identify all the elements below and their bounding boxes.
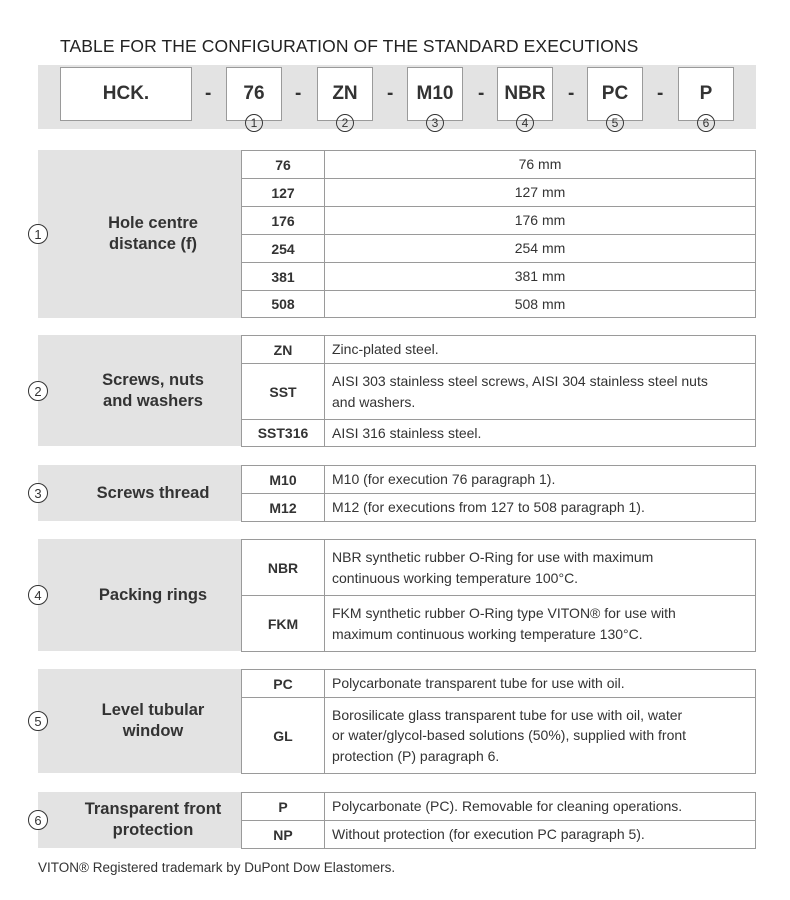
section-label: Hole centre distance (f) (108, 214, 198, 253)
table-row: FKM FKM synthetic rubber O-Ring type VITON® for use with maximum continuous working temperature 130°C. (242, 596, 756, 652)
section-number: 6 (28, 810, 48, 830)
footnote: VITON® Registered trademark by DuPont Dow Elastomers. (38, 860, 396, 875)
code-box-2: ZN (317, 67, 373, 121)
code-box-5: PC (587, 67, 643, 121)
table-row: M12 M12 (for executions from 127 to 508 paragraph 1). (242, 494, 756, 522)
code-box-1: 76 (226, 67, 282, 121)
circled-number-1: 1 (245, 114, 263, 132)
code-box-6: P (678, 67, 734, 121)
section-label: Screws, nuts and washers (102, 371, 204, 410)
table-row: SST316 AISI 316 stainless steel. (242, 420, 756, 447)
section-transparent-front-protection (34, 792, 756, 848)
separator: - (295, 83, 302, 104)
table-row: ZN Zinc-plated steel. (242, 336, 756, 364)
table-row: PC Polycarbonate transparent tube for use with oil. (242, 670, 756, 698)
options-table (241, 539, 756, 652)
separator: - (657, 83, 664, 104)
section-hole-centre-distance (34, 150, 756, 318)
circled-number-4: 4 (516, 114, 534, 132)
options-table (241, 465, 756, 522)
table-row: 127 127 mm (242, 179, 756, 207)
options-table (241, 335, 756, 447)
separator: - (568, 83, 575, 104)
circled-number-5: 5 (606, 114, 624, 132)
options-table (241, 669, 756, 774)
circled-number-3: 3 (426, 114, 444, 132)
section-level-tubular-window (34, 669, 756, 773)
section-number: 4 (28, 585, 48, 605)
circled-number-6: 6 (697, 114, 715, 132)
section-label: Transparent front protection (84, 800, 222, 839)
page-title: TABLE FOR THE CONFIGURATION OF THE STANDARD EXECUTIONS (60, 36, 639, 56)
section-label: Screws thread (96, 484, 210, 502)
table-row: NP Without protection (for execution PC paragraph 5). (242, 821, 756, 849)
separator: - (205, 83, 212, 104)
section-screws-thread (34, 465, 756, 521)
options-table (241, 150, 756, 318)
section-number: 3 (28, 483, 48, 503)
table-row: M10 M10 (for execution 76 paragraph 1). (242, 466, 756, 494)
section-label: Packing rings (98, 586, 208, 604)
table-row: 254 254 mm (242, 235, 756, 263)
table-row: 508 508 mm (242, 291, 756, 318)
table-row: SST AISI 303 stainless steel screws, AISI 304 stainless steel nuts and washers. (242, 364, 756, 420)
table-row: GL Borosilicate glass transparent tube for use with oil, water or water/glycol-based solutions (50%), supplied with front protection (P) paragraph 6. (242, 698, 756, 774)
code-configuration-bar (38, 65, 756, 129)
section-screws-nuts-washers (34, 335, 756, 446)
code-box-4: NBR (497, 67, 553, 121)
section-packing-rings (34, 539, 756, 651)
table-row: 76 76 mm (242, 151, 756, 179)
table-row: 381 381 mm (242, 263, 756, 291)
prefix-code-box: HCK. (60, 67, 192, 121)
separator: - (387, 83, 394, 104)
section-number: 1 (28, 224, 48, 244)
table-row: P Polycarbonate (PC). Removable for cleaning operations. (242, 793, 756, 821)
table-row: 176 176 mm (242, 207, 756, 235)
options-table (241, 792, 756, 849)
separator: - (478, 83, 485, 104)
table-row: NBR NBR synthetic rubber O-Ring for use with maximum continuous working temperature 100°C. (242, 540, 756, 596)
circled-number-2: 2 (336, 114, 354, 132)
section-number: 2 (28, 381, 48, 401)
code-box-3: M10 (407, 67, 463, 121)
section-number: 5 (28, 711, 48, 731)
section-label: Level tubular window (101, 701, 205, 740)
